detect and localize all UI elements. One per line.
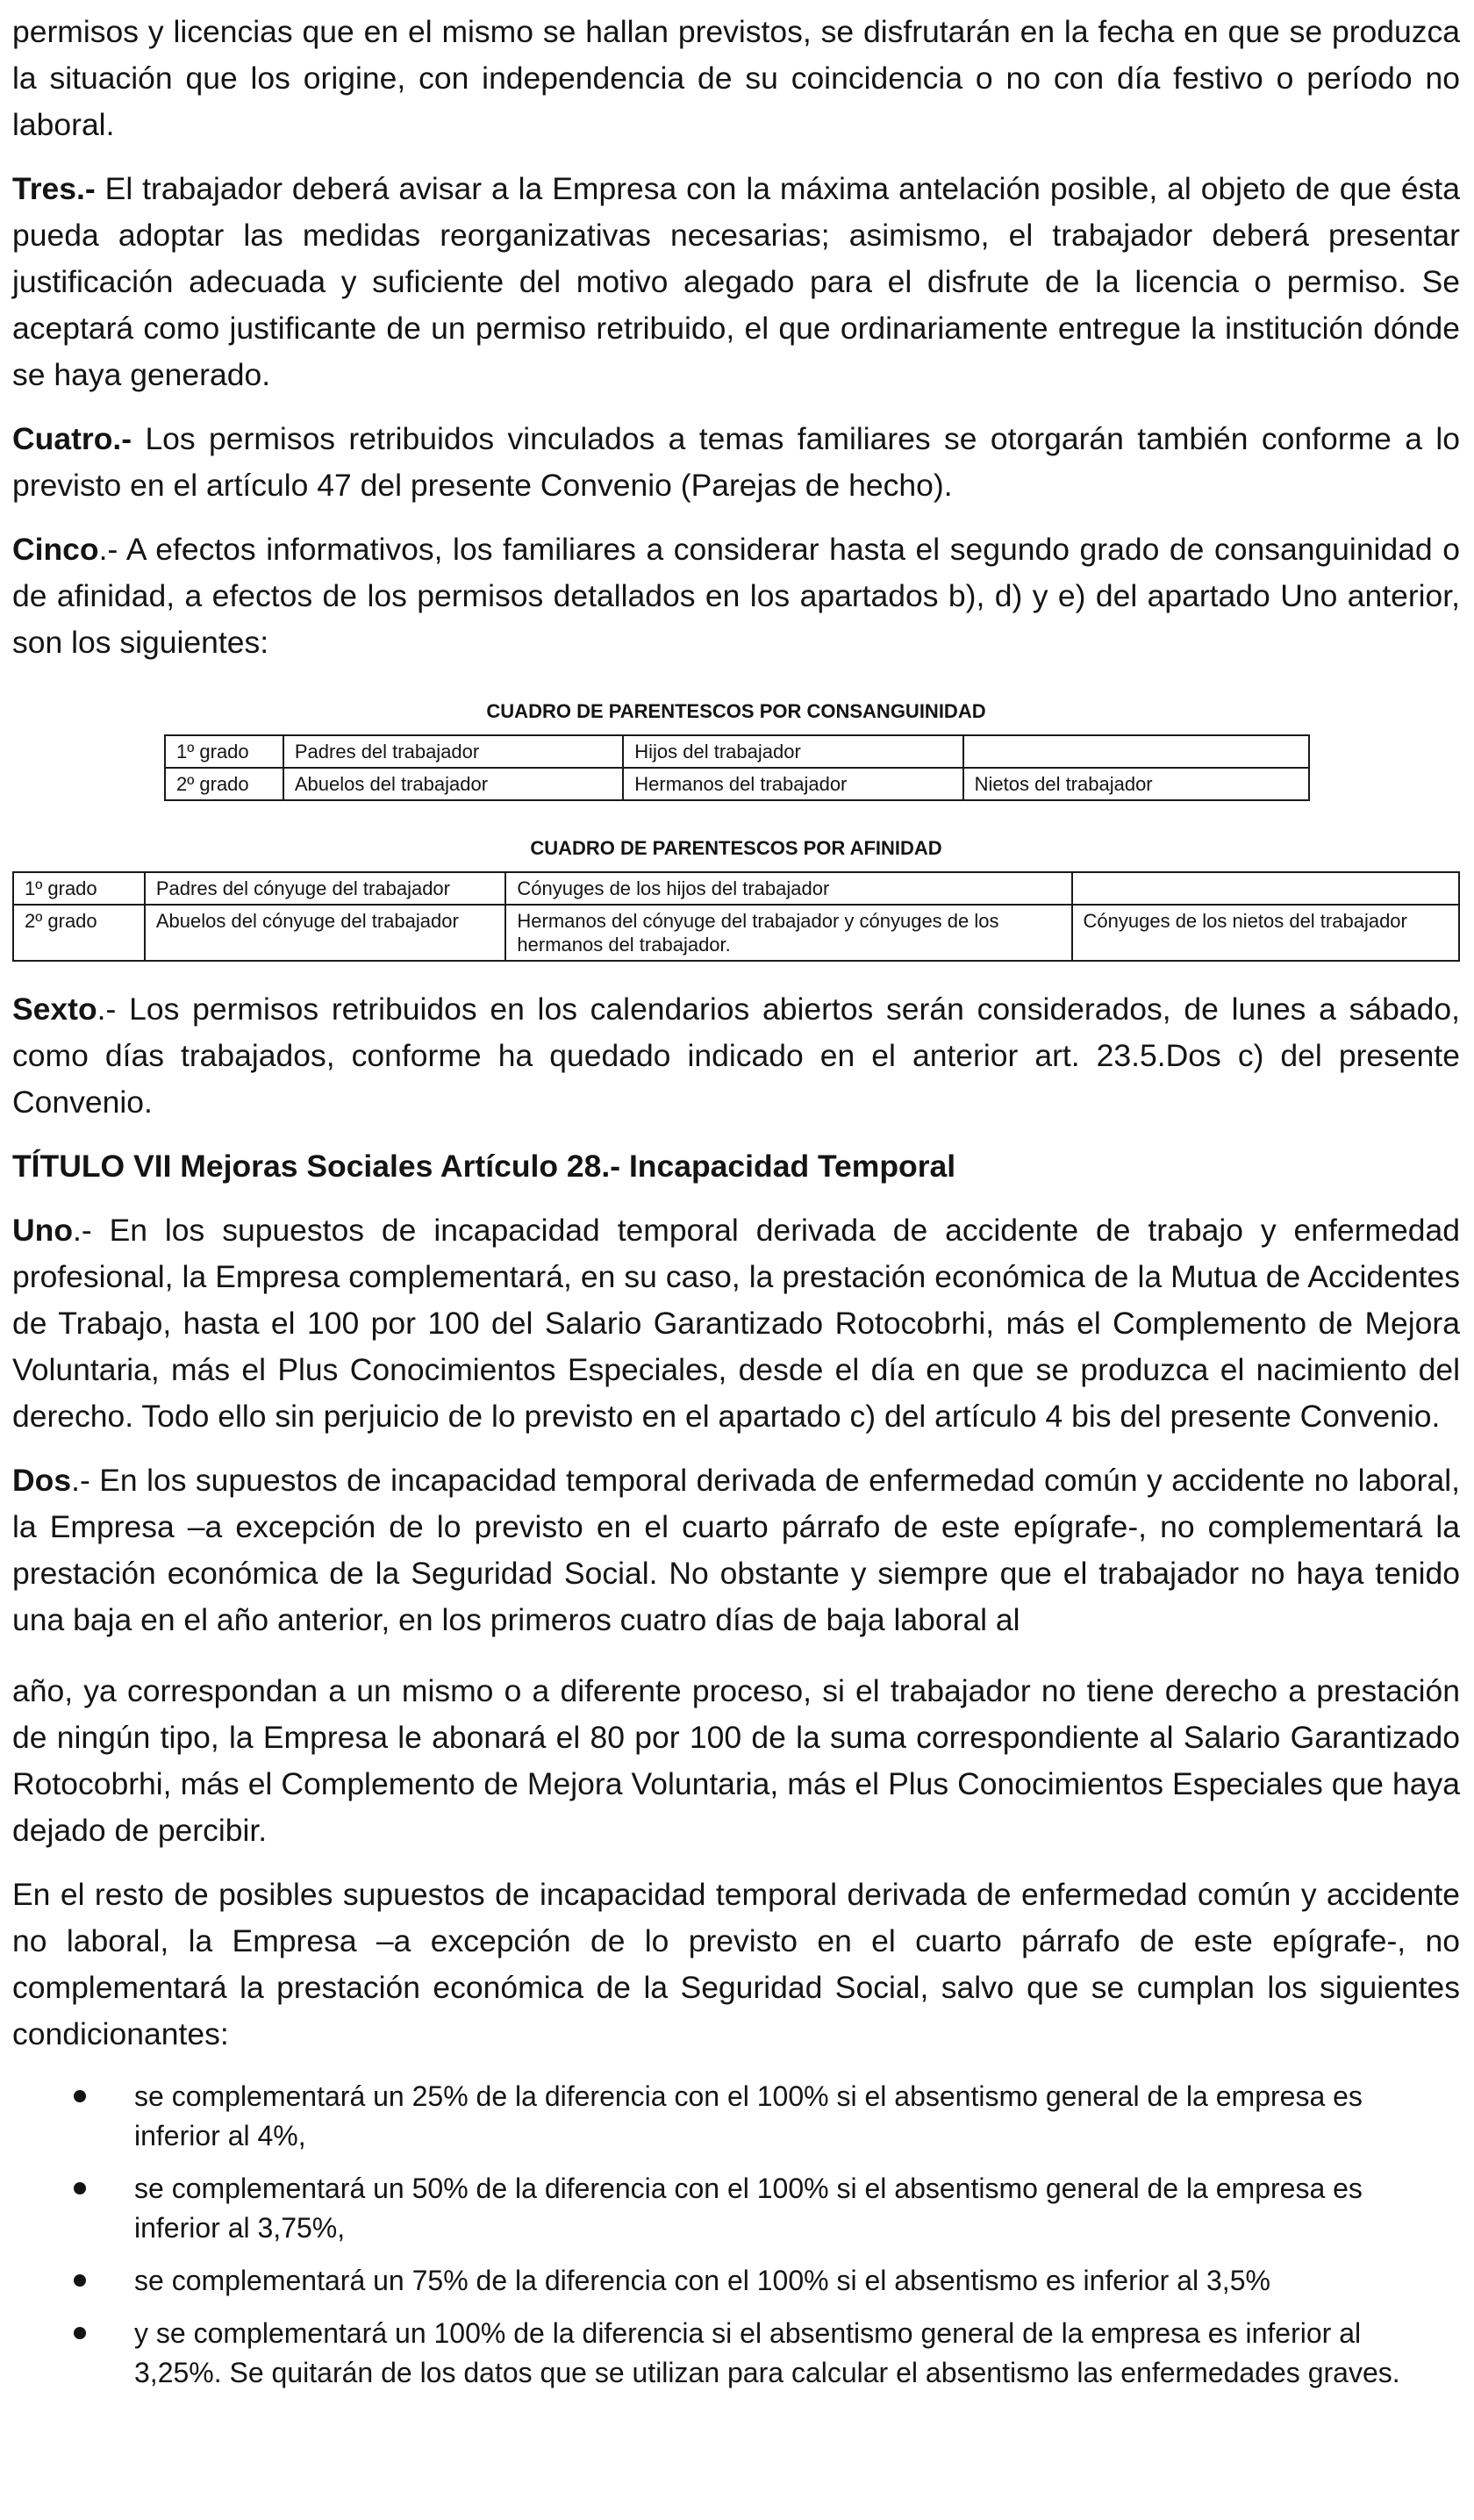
paragraph-text: .- Los permisos retribuidos en los calendarios abiertos serán considerados, de lunes a sábado, como días trabajados, conforme ha quedado indicado en el anterior art. 23.5.Dos c) del presente Convenio.	[12, 992, 1460, 1120]
paragraph-text: .- A efectos informativos, los familiares a considerar hasta el segundo grado de consanguinidad o de afinidad, a efectos de los permisos detallados en los apartados b), d) y e) del apartado Uno anterior, son los siguientes:	[12, 532, 1460, 660]
conditions-list	[12, 2077, 1460, 2393]
table-cell: Padres del cónyuge del trabajador	[145, 872, 506, 905]
afinidad-table	[12, 871, 1460, 962]
section-heading: TÍTULO VII Mejoras Sociales Artículo 28.- Incapacidad Temporal	[12, 1149, 956, 1184]
table-cell	[1072, 872, 1459, 905]
bullet-icon	[74, 2274, 86, 2287]
table-title: CUADRO DE PARENTESCOS POR CONSANGUINIDAD	[486, 700, 986, 722]
consanguinidad-section	[12, 699, 1460, 801]
paragraph-lead: Sexto	[12, 992, 97, 1027]
paragraph-lead: Cuatro.-	[12, 421, 132, 456]
list-item	[12, 2169, 1460, 2248]
paragraph-intro: permisos y licencias que en el mismo se hallan previstos, se disfrutarán en la fecha en que se produzca la situación que los origine, con independencia de su coincidencia o no con día festivo o período no laboral.	[12, 14, 1460, 142]
paragraph-continuation: año, ya correspondan a un mismo o a diferente proceso, si el trabajador no tiene derecho a prestación de ningún tipo, la Empresa le abonará el 80 por 100 de la suma correspondiente al Salario Garantizado Rotocobrhi, más el Complemento de Mejora Voluntaria, más el Plus Conocimientos Especiales que haya dejado de percibir.	[12, 1673, 1460, 1848]
paragraph-text: Los permisos retribuidos vinculados a temas familiares se otorgarán también conforme a lo previsto en el artículo 47 del presente Convenio (Parejas de hecho).	[12, 421, 1460, 503]
paragraph-uno	[12, 1207, 1460, 1440]
paragraph-text: El trabajador deberá avisar a la Empresa con la máxima antelación posible, al objeto de que ésta pueda adoptar las medidas reorganizativas necesarias; asimismo, el trabajador deberá presentar justificación adecuada y suficiente del motivo alegado para el disfrute de la licencia o permiso. Se aceptará como justificante de un permiso retribuido, el que ordinariamente entregue la institución dónde se haya generado.	[12, 171, 1460, 392]
table-cell: Hermanos del cónyuge del trabajador y cónyuges de los hermanos del trabajador.	[505, 905, 1071, 961]
table-title: CUADRO DE PARENTESCOS POR AFINIDAD	[530, 837, 942, 859]
consanguinidad-table	[164, 734, 1310, 801]
table-cell: Abuelos del cónyuge del trabajador	[145, 905, 506, 961]
paragraph-sexto	[12, 986, 1460, 1126]
table-cell: Abuelos del trabajador	[283, 768, 623, 800]
paragraph-tres	[12, 166, 1460, 398]
paragraph-lead: Uno	[12, 1213, 74, 1248]
bullet-icon	[74, 2182, 86, 2194]
table-row	[165, 768, 1309, 800]
table-row	[13, 905, 1459, 961]
paragraph-resto: En el resto de posibles supuestos de incapacidad temporal derivada de enfermedad común y accidente no laboral, la Empresa –a excepción de lo previsto en el cuarto párrafo de este epígrafe-, no complementará la prestación económica de la Seguridad Social, salvo que se cumplan los siguientes condicionantes:	[12, 1877, 1460, 2051]
table-cell	[963, 735, 1309, 768]
paragraph-cinco	[12, 526, 1460, 666]
table-cell: 1º grado	[13, 872, 145, 905]
list-item	[12, 2077, 1460, 2156]
paragraph-lead: Tres.-	[12, 171, 96, 206]
paragraph-cuatro	[12, 416, 1460, 509]
list-item	[12, 2261, 1460, 2301]
paragraph-lead: Dos	[12, 1463, 72, 1498]
list-item-text: y se complementará un 100% de la diferencia si el absentismo general de la empresa es inferior al 3,25%. Se quitarán de los datos que se utilizan para calcular el absentismo las enfermedades graves.	[134, 2317, 1400, 2388]
table-cell: 2º grado	[165, 768, 283, 800]
afinidad-section	[12, 836, 1460, 962]
table-cell: Padres del trabajador	[283, 735, 623, 768]
paragraph-text: .- En los supuestos de incapacidad temporal derivada de accidente de trabajo y enfermedad profesional, la Empresa complementará, en su caso, la prestación económica de la Mutua de Accidentes de Trabajo, hasta el 100 por 100 del Salario Garantizado Rotocobrhi, más el Complemento de Mejora Voluntaria, más el Plus Conocimientos Especiales, desde el día en que se produzca el nacimiento del derecho. Todo ello sin perjuicio de lo previsto en el apartado c) del artículo 4 bis del presente Convenio.	[12, 1213, 1460, 1434]
paragraph-lead: Cinco	[12, 532, 99, 567]
list-item-text: se complementará un 50% de la diferencia con el 100% si el absentismo general de la empresa es inferior al 3,75%,	[134, 2173, 1363, 2244]
table-row	[165, 735, 1309, 768]
table-cell: Hijos del trabajador	[623, 735, 962, 768]
table-row	[13, 872, 1459, 905]
table-cell: 2º grado	[13, 905, 145, 961]
bullet-icon	[74, 2090, 86, 2102]
table-cell: Cónyuges de los hijos del trabajador	[505, 872, 1071, 905]
list-item-text: se complementará un 25% de la diferencia con el 100% si el absentismo general de la empresa es inferior al 4%,	[134, 2080, 1363, 2151]
bullet-icon	[74, 2327, 86, 2339]
list-item-text: se complementará un 75% de la diferencia con el 100% si el absentismo es inferior al 3,5%	[134, 2265, 1270, 2296]
table-cell: 1º grado	[165, 735, 283, 768]
paragraph-dos	[12, 1457, 1460, 1643]
paragraph-text: .- En los supuestos de incapacidad temporal derivada de enfermedad común y accidente no laboral, la Empresa –a excepción de lo previsto en el cuarto párrafo de este epígrafe-, no complementará la prestación económica de la Seguridad Social. No obstante y siempre que el trabajador no haya tenido una baja en el año anterior, en los primeros cuatro días de baja laboral al	[12, 1463, 1460, 1637]
table-cell: Hermanos del trabajador	[623, 768, 962, 800]
table-cell: Cónyuges de los nietos del trabajador	[1072, 905, 1459, 961]
list-item	[12, 2314, 1460, 2393]
table-cell: Nietos del trabajador	[963, 768, 1309, 800]
